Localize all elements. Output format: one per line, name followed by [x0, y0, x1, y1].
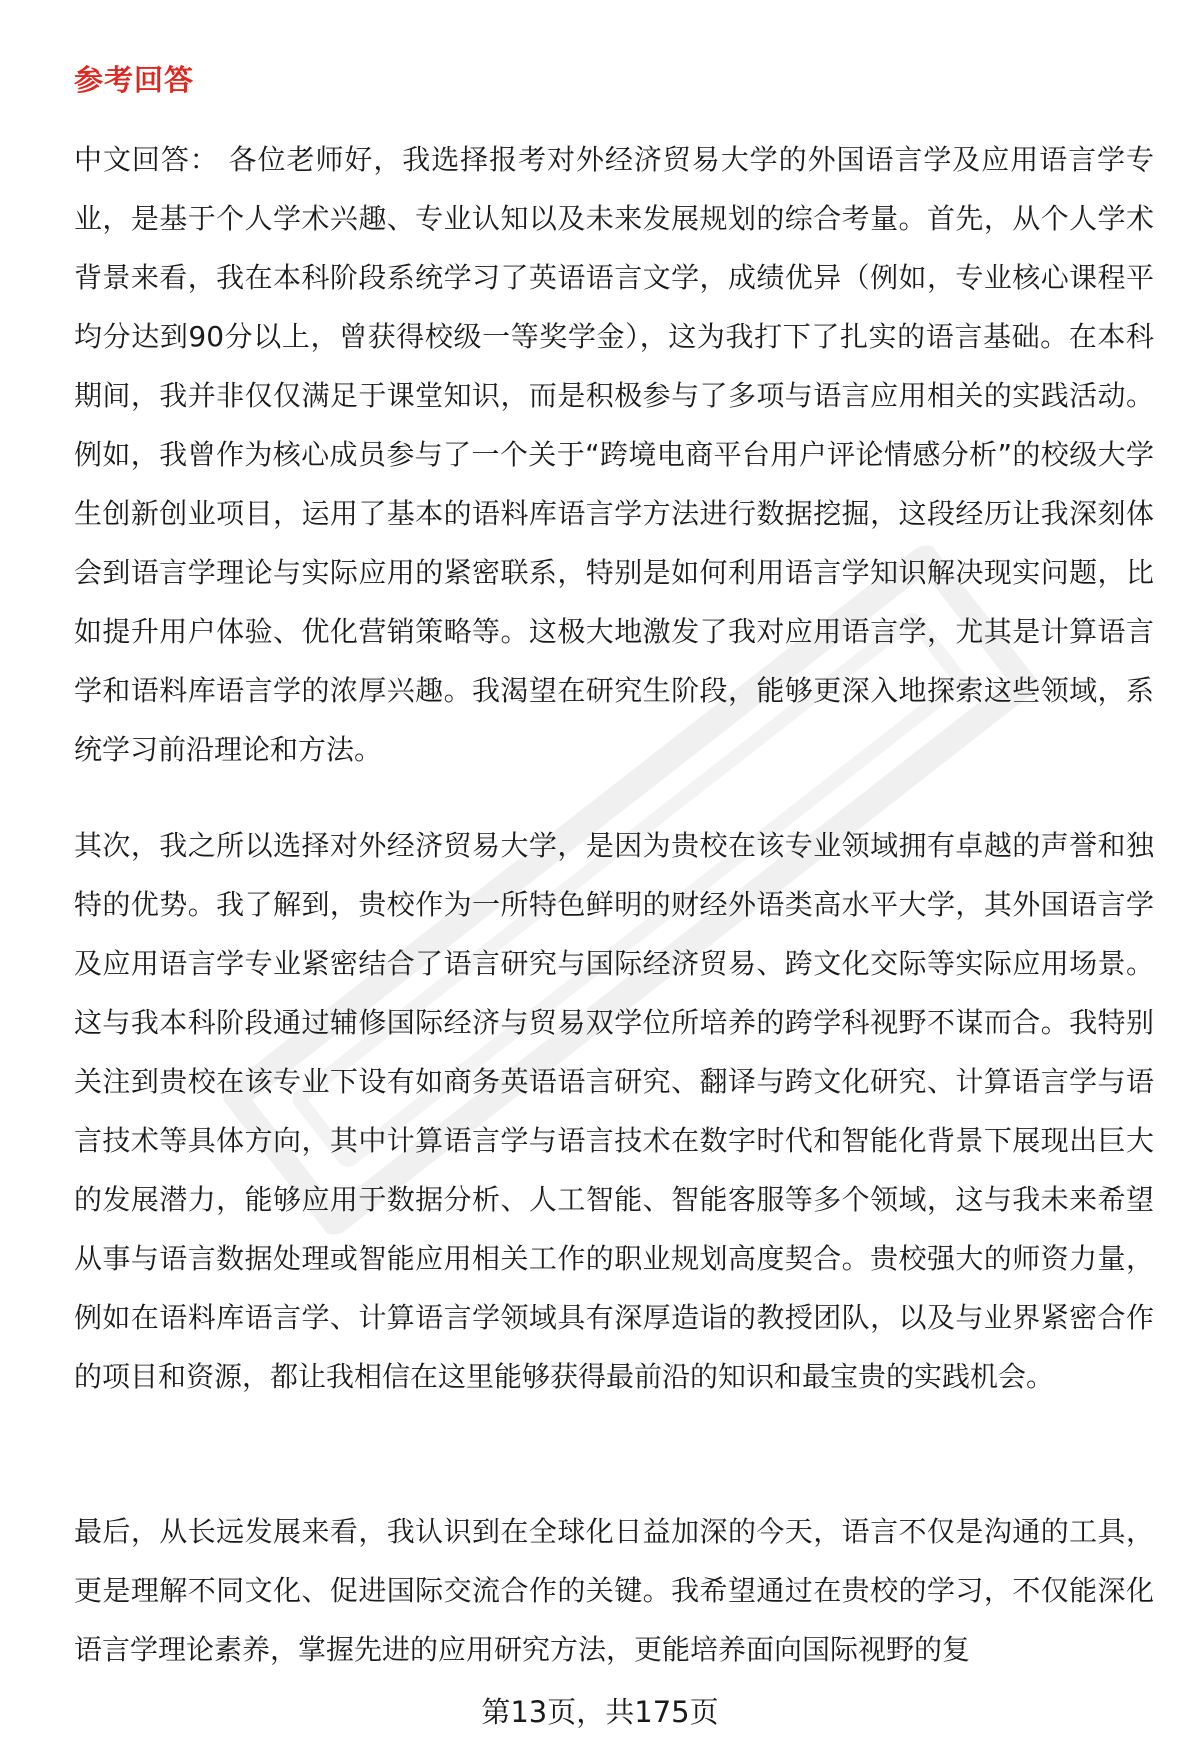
paragraph-second: 其次，我之所以选择对外经济贸易大学，是因为贵校在该专业领域拥有卓越的声誉和独特的优势。我了解到，贵校作为一所特色鲜明的财经外语类高水平大学，其外国语言学及应用语言学专业紧密结合了语言研究与国际经济贸易、跨文化交际等实际应用场景。这与我本科阶段通过辅修国际经济与贸易双学位所培养的跨学科视野不谋而合。我特别关注到贵校在该专业下设有如商务英语语言研究、翻译与跨文化研究、计算语言学与语言技术等具体方向，其中计算语言学与语言技术在数字时代和智能化背景下展现出巨大的发展潜力，能够应用于数据分析、人工智能、智能客服等多个领域，这与我未来希望从事与语言数据处理或智能应用相关工作的职业规划高度契合。贵校强大的师资力量，例如在语料库语言学、计算语言学领域具有深厚造诣的教授团队，以及与业界紧密合作的项目和资源，都让我相信在这里能够获得最前沿的知识和最宝贵的实践机会。	[74, 829, 1154, 1393]
paragraph-intro: 中文回答： 各位老师好，我选择报考对外经济贸易大学的外国语言学及应用语言学专业，是基于个人学术兴趣、专业认知以及未来发展规划的综合考量。首先，从个人学术背景来看，我在本科阶段系统学习了英语语言文学，成绩优异（例如，专业核心课程平均分达到90分以上，曾获得校级一等奖学金），这为我打下了扎实的语言基础。在本科期间，我并非仅仅满足于课堂知识，而是积极参与了多项与语言应用相关的实践活动。例如，我曾作为核心成员参与了一个关于“跨境电商平台用户评论情感分析”的校级大学生创新创业项目，运用了基本的语料库语言学方法进行数据挖掘，这段经历让我深刻体会到语言学理论与实际应用的紧密联系，特别是如何利用语言学知识解决现实问题，比如提升用户体验、优化营销策略等。这极大地激发了我对应用语言学，尤其是计算语言学和语料库语言学的浓厚兴趣。我渴望在研究生阶段，能够更深入地探索这些领域，系统学习前沿理论和方法。	[74, 143, 1154, 766]
section-heading: 参考回答	[74, 63, 195, 97]
paragraph-final: 最后，从长远发展来看，我认识到在全球化日益加深的今天，语言不仅是沟通的工具，更是理解不同文化、促进国际交流合作的关键。我希望通过在贵校的学习，不仅能深化语言学理论素养，掌握先进的应用研究方法，更能培养面向国际视野的复	[74, 1515, 1154, 1666]
page-number-footer: 第13页，共175页	[481, 1695, 719, 1729]
